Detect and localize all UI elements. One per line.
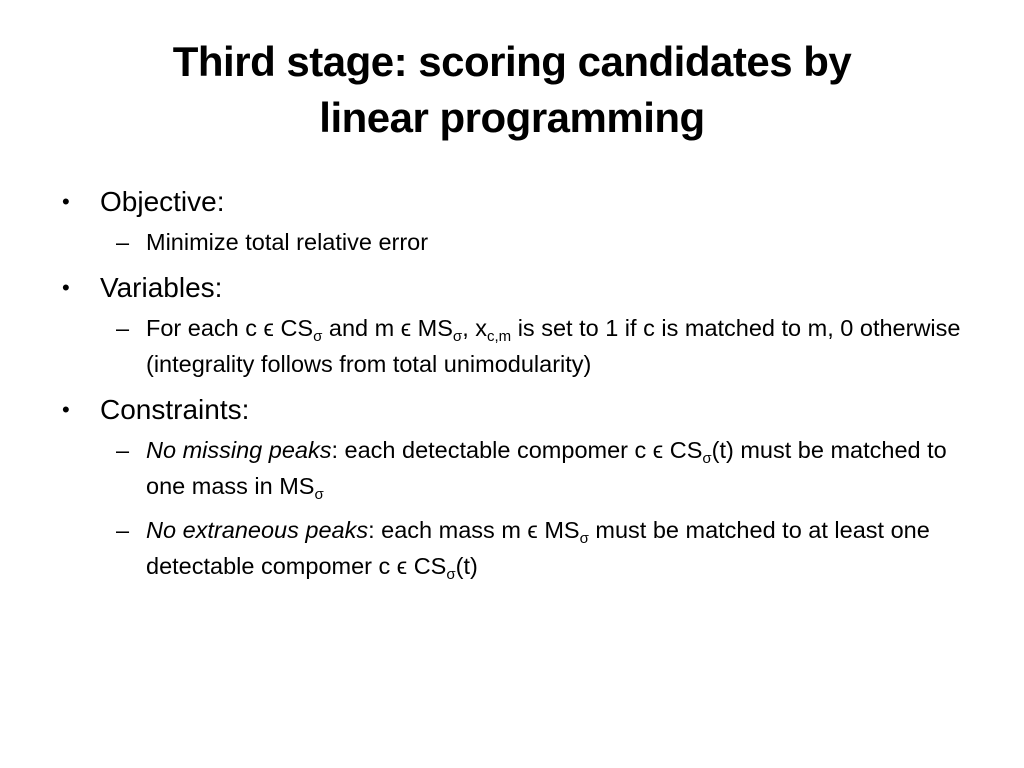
- dash-marker: –: [116, 315, 130, 341]
- subscript-cm: c,m: [487, 328, 512, 345]
- sub-bullet-extraneous-peaks: [58, 512, 968, 584]
- extraneous-peaks-term: No extraneous peaks: [146, 517, 369, 543]
- constraints-label: Constraints:: [100, 394, 250, 425]
- slide-title: [60, 34, 964, 146]
- missing-text-1: : each detectable compomer c ϵ CS: [331, 437, 703, 463]
- subscript-sigma: σ: [702, 450, 712, 467]
- variables-text-3: , x: [462, 315, 487, 341]
- extraneous-text-3: (t): [455, 553, 478, 579]
- subscript-sigma: σ: [446, 566, 456, 583]
- slide-body: [58, 182, 968, 592]
- subscript-sigma: σ: [314, 486, 324, 503]
- sub-bullet-objective: [58, 224, 968, 260]
- objective-text: Minimize total relative error: [146, 229, 429, 255]
- sub-bullet-missing-peaks: [58, 432, 968, 504]
- variables-text-1: For each c ϵ CS: [146, 315, 314, 341]
- subscript-sigma: σ: [313, 328, 323, 345]
- bullet-variables: [58, 268, 968, 308]
- dash-marker: –: [116, 437, 130, 463]
- variables-text-4: is set to 1 if c is matched to m, 0 otherwise (integrality follows from total unimodularity): [146, 315, 961, 377]
- variables-text-2: and m ϵ MS: [322, 315, 453, 341]
- variables-label: Variables:: [100, 272, 223, 303]
- title-line-1: Third stage: scoring candidates by: [172, 38, 852, 85]
- bullet-marker: •: [62, 189, 70, 214]
- extraneous-text-1: : each mass m ϵ MS: [368, 517, 580, 543]
- subscript-sigma: σ: [579, 530, 589, 547]
- sub-bullet-variables: [58, 310, 968, 382]
- extraneous-text-2: must be matched to at least one detectable compomer c ϵ CS: [146, 517, 930, 579]
- missing-text-2: (t) must be matched to one mass in MS: [146, 437, 947, 499]
- objective-label: Objective:: [100, 186, 225, 217]
- subscript-sigma: σ: [452, 328, 463, 345]
- dash-marker: –: [116, 517, 130, 543]
- missing-peaks-term: No missing peaks: [146, 437, 332, 463]
- bullet-marker: •: [62, 397, 70, 422]
- bullet-objective: [58, 182, 968, 222]
- bullet-marker: •: [62, 275, 70, 300]
- bullet-constraints: [58, 390, 968, 430]
- title-line-2: linear programming: [319, 94, 705, 141]
- dash-marker: –: [116, 229, 130, 255]
